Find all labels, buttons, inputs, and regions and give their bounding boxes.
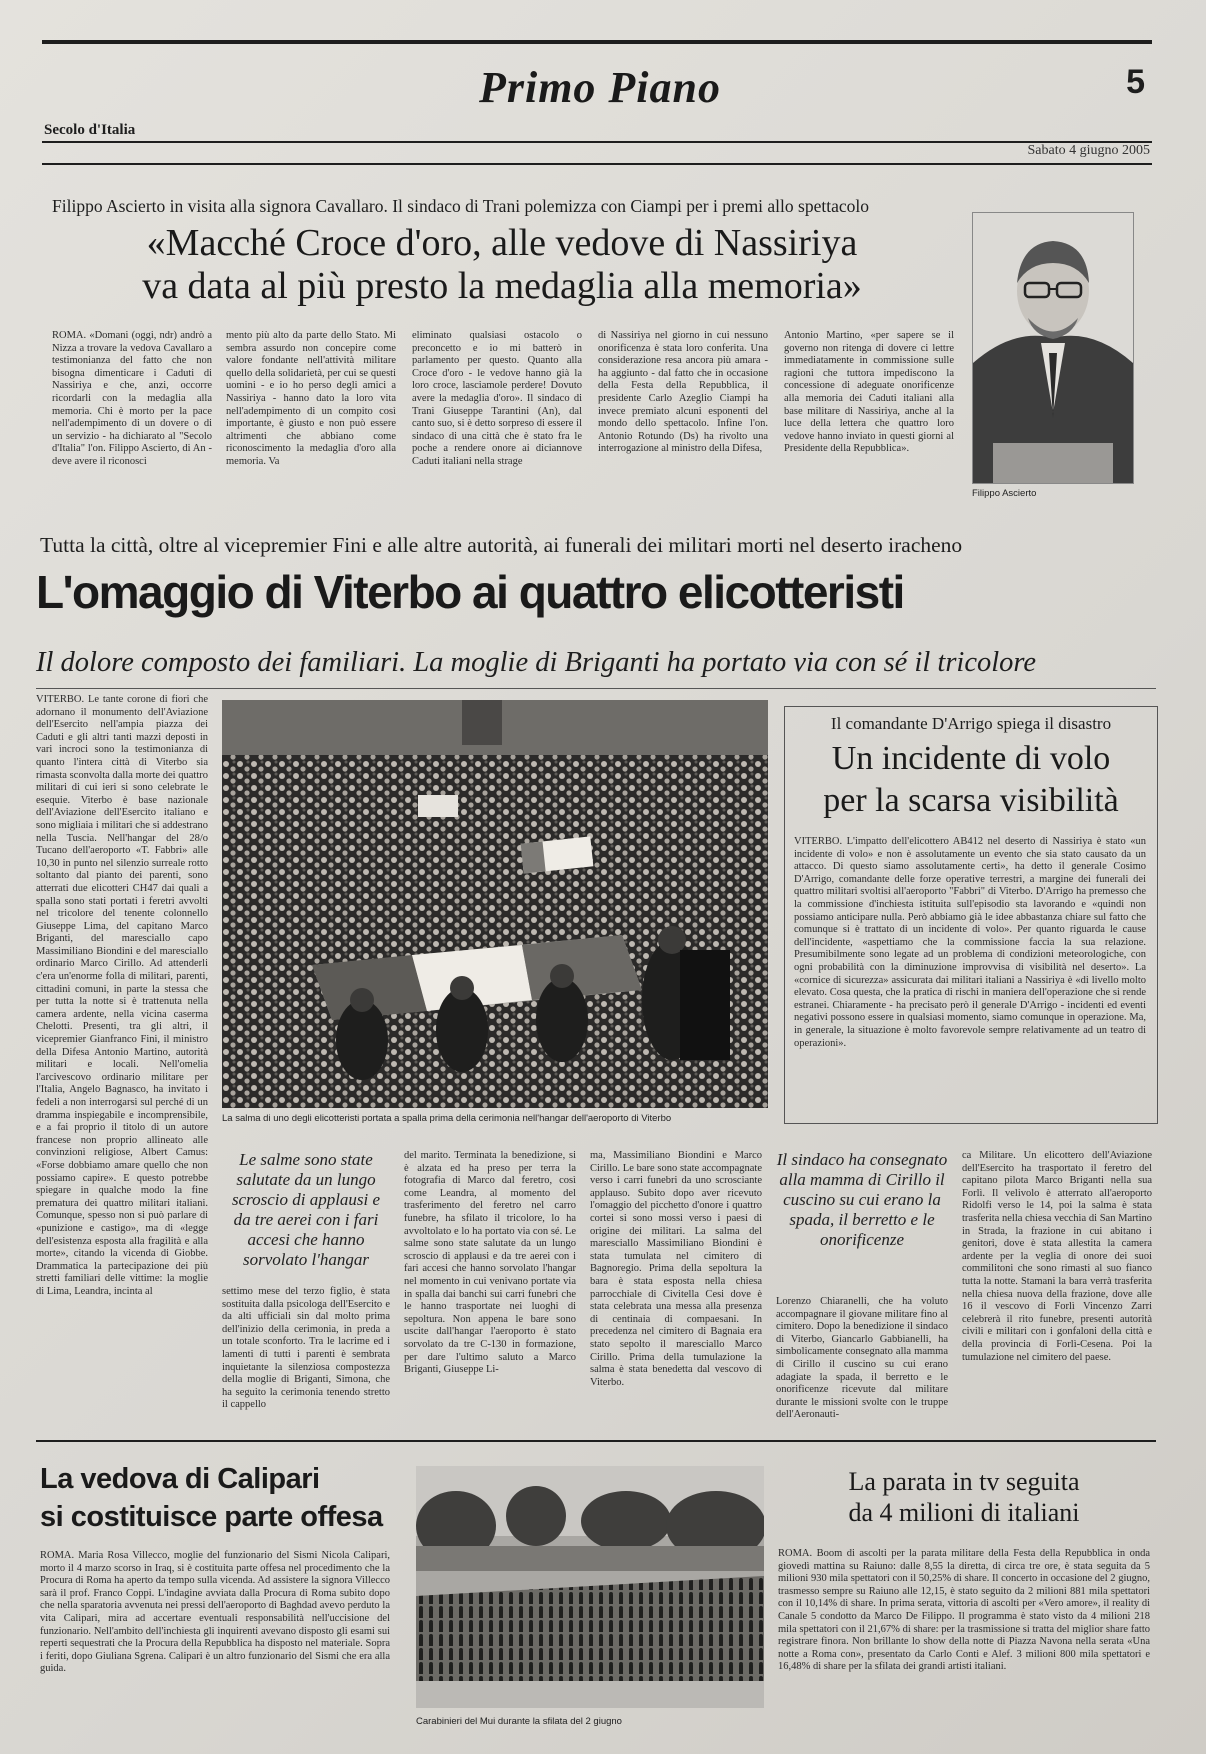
article2-lower-column-3: ma, Massimiliano Biondini e Marco Cirillo. Le bare sono state accompagnate verso i carri funebri da uno scrosciante applauso. Subito dopo aver ricevuto l'omaggio del picchetto d'onore i quattro cortei si sono mossi verso i paesi di origine dei militari. La salma del maresciallo Massimiliano Biondini è stata tumulata nel cimitero di Bagnoregio. Prima della sepoltura la bara è stata esposta nella chiesa parrocchiale di Civitella Cesi dove è stata celebrata una messa alla presenza di centinaia di compaesani. In precedenza nel cimitero di Bagnaia era stato sepolto il maresciallo Marco Cirillo. Prima della tumulazione la salma è stata benedetta dal vescovo di Viterbo. — [590, 1150, 762, 1388]
ascierto-portrait-caption: Filippo Ascierto — [972, 488, 1037, 499]
article3-headline-line1: La vedova di Calipari — [40, 1463, 320, 1495]
parade-scene — [416, 1466, 764, 1708]
page-number: 5 — [1126, 63, 1145, 101]
article1-column-3: eliminato qualsiasi ostacolo o preconcetto e io mi batterò in parlamento per questo. Quanto alla Croce d'oro - le vedove hanno già la loro croce, lasciamole perdere! Dovuto avere la medaglia d'oro». Il sindaco di Trani Giuseppe Tarantini (An), dal canto suo, si è detto sorpreso di essere il sindaco di una città che è stato fra le poche a rendere onore ai diciannove Caduti italiani nella strage — [412, 330, 582, 467]
article1-kicker: Filippo Ascierto in visita alla signora Cavallaro. Il sindaco di Trani polemizza con Ciampi per i premi allo spettacolo — [52, 196, 869, 216]
article1-column-1: ROMA. «Domani (oggi, ndr) andrò a Nizza a trovare la vedova Cavallaro a testimonianza del fatto che non bisogna dimenticare i Caduti di Nassiriya e che, anzi, occorre ricordarli con la medaglia alla memoria. Chi è morto per la pace nell'adempimento di un dovere o di un servizio - ha dichiarato al "Secolo d'Italia" l'on. Filippo Ascierto, di An - deve avere il riconosci — [52, 330, 212, 467]
funeral-photo-caption: La salma di uno degli elicotteristi portata a spalla prima della cerimonia nell'hangar dell'aeroporto di Viterbo — [222, 1113, 672, 1124]
boxout-headline — [790, 738, 1152, 822]
article1-column-5: Antonio Martino, «per sapere se il governo non ritenga di dovere ci lettre immediatamente in commissione sulle ragioni che tuttora impediscono la concessione di adeguate onorificenze alla memoria dei Caduti italiani alla base militare di Nassiriya, anche al la luce della lettera che quattro loro vedove hanno inviato in questi giorni al Presidente della Repubblica». — [784, 330, 954, 455]
article2-lower-column-5: ca Militare. Un elicottero dell'Aviazione dell'Esercito ha trasportato il feretro del capitano pilota Marco Briganti nella sua Forlì. Il velivolo è atterrato all'aeroporto Ridolfi verso le 14, poi la salma è stata trasferita nella chiesa vecchia di San Martino in Strada, la frazione in cui abitano i genitori, dove è stata allestita la camera ardente per la veglia di onore dei suoi commilitoni che sono rimasti al suo fianco tutta la notte. Stamani la bara verrà trasferita nella chiesa nuova della frazione, dove alle 16 il vescovo di Forlì Vincenzo Zarri celebrerà il rito funebre, presenti autorità civili e militari con i gonfaloni della città e della provincia di Forlì-Cesena. Poi la tumulazione nel cimitero del paese. — [962, 1150, 1152, 1363]
article2-kicker: Tutta la città, oltre al vicepremier Fini e alle altre autorità, ai funerali dei militari morti nel deserto iracheno — [40, 533, 963, 557]
article1-column-4: di Nassiriya nel giorno in cui nessuno onorificenza è stata loro conferita. Una considerazione resa ancora più amara - ha aggiunto - dal fatto che in occasione della Festa della Repubblica, il presidente Carlo Azeglio Ciampi ha invece premiato alcuni esponenti del mondo dello spettacolo. Infine l'on. Antonio Rotundo (Ds) ha rivolto una interrogazione al ministro della Difesa, — [598, 330, 768, 455]
section-title: Primo Piano — [478, 63, 722, 112]
article3-headline-line2: si costituisce parte offesa — [40, 1501, 383, 1533]
top-rule — [42, 40, 1152, 44]
pull-quote-right: Il sindaco ha consegnato alla mamma di Cirillo il cuscino su cui erano la spada, il berretto e le onorificenze — [776, 1150, 948, 1249]
ascierto-portrait — [972, 212, 1134, 484]
boxout-body: VITERBO. L'impatto dell'elicottero AB412 nel deserto di Nassiriya è stato «un incidente di volo» e non è assolutamente un evento che sia stato causato da un attacco. Di questo siamo assolutamente certi», ha detto il generale Cosimo D'Arrigo, comandante delle forze operative terrestri, a margine dei funerali dei quattro militari svoltisi all'aeroporto "Fabbri" di Viterbo. D'Arrigo ha premesso che la commissione d'inchiesta istituita sull'episodio sta lavorando e «quindi non possiamo anticipare nulla. Però abbiamo già le idee abbastanza chiare sul fatto che comunque si è trattato di un incidente di volo». Per quanto riguarda le cause dell'incidente, «aspettiamo che la commissione faccia la sua relazione. Presumibilmente sono legate ad un problema di condizioni meteorologiche, con ogni probabilità con la diminuzione improvvisa di visibilità nel deserto». La «cornice di sicurezza» assicurata dai militari italiani a Nassiriya è «di livello molto elevato. Cosa questa, che la pratica di rischi in maniera dell'operazione che si rende estranei. Chiaramente - ha precisato però il generale D'Arrigo - incidenti ed eventi negativi possono essere in qualsiasi momento, siamo comunque in operazione. Ma, in generale, la situazione è molto favorevole sempre relativamente ad un teatro di operazioni». — [794, 836, 1146, 1049]
portrait-figure — [973, 213, 1133, 483]
boxout-kicker: Il comandante D'Arrigo spiega il disastro — [830, 714, 1112, 733]
pull-quote-left: Le salme sono state salutate da un lungo scroscio di applausi e da tre aerei con i fari accesi che hanno sorvolato l'hangar — [231, 1150, 381, 1269]
header-rule-2 — [42, 163, 1152, 165]
article2-lower-column-4: Lorenzo Chiaranelli, che ha voluto accompagnare il giovane militare fino al cimitero. Dopo la benedizione il sindaco di Viterbo, Giancarlo Gabbianelli, ha simbolicamente consegnato alla mamma di Cirillo il cuscino su cui erano adagiate la spada, il berretto e le onorificenze ricevute dal militare durante le missioni svolte con le truppe dell'Aeronauti- — [776, 1296, 948, 1421]
article4-headline — [776, 1466, 1152, 1528]
article2-rule — [36, 688, 1156, 689]
article2-lower-column-2: del marito. Terminata la benedizione, si è alzata ed ha preso per terra la fotografia di Marco dal feretro, così come Leandra, al momento del trasferimento del feretro nel carro funebre, ha sfilato il tricolore, lo ha avvoltolato e lo ha portato via con sé. Le salme sono state salutate da un lungo scroscio di applausi e da tre aerei con i fari accesi che hanno sorvolato l'hangar nel momento in cui venivano portate via in spalla dai banchi sui carri funebri che le hanno trasportate nei luoghi di sepoltura. Non appena le bare sono uscite dall'hangar l'aeroporto è stato sorvolato da tre C-130 in formazione, per dare l'ultimo saluto a Marco Briganti, Giuseppe Li- — [404, 1150, 576, 1376]
article1-headline-line2: va data al più presto la medaglia alla memoria» — [142, 265, 862, 307]
article2-headline: L'omaggio di Viterbo ai quattro elicotteristi — [36, 566, 904, 618]
article4-headline-line1: La parata in tv seguita — [848, 1467, 1080, 1496]
funeral-scene — [222, 700, 768, 1108]
publication-date: Sabato 4 giugno 2005 — [1027, 143, 1150, 158]
article4-headline-line2: da 4 milioni di italiani — [848, 1498, 1080, 1527]
article3-body: ROMA. Maria Rosa Villecco, moglie del funzionario del Sismi Nicola Calipari, morto il 4 marzo scorso in Iraq, si è costituita parte offesa nel procedimento che la Procura di Roma ha aperto da tempo sulla vicenda. Ad assistere la signora Villecco sarà il prof. Franco Coppi. L'indagine avviata dalla Procura di Roma subito dopo che nella sparatoria avvenuta nei pressi dell'aeroporto di Baghdad avevo perduto la vita Calipari, mira ad accertare eventuali responsabilità nell'uccisione del funzionario. Nell'ambito dell'inchiesta gli inquirenti avevano disposto gli esami sui reperti sequestrati che la Procura della Repubblica ha disposto nel materiale. Sopra i feriti, dopo Giuliana Sgrena. Calipari è un altro funzionario del Sismi che era alla guida. — [40, 1550, 390, 1675]
funeral-photo — [222, 700, 768, 1108]
parade-photo-caption: Carabinieri del Mui durante la sfilata del 2 giugno — [416, 1716, 622, 1727]
article2-subheadline: Il dolore composto dei familiari. La moglie di Briganti ha portato via con sé il tricolore — [36, 647, 1037, 678]
article1-headline-line1: «Macché Croce d'oro, alle vedove di Nassiriya — [146, 222, 858, 264]
bottom-section-rule — [36, 1440, 1156, 1442]
parade-photo — [416, 1466, 764, 1708]
article2-left-column: VITERBO. Le tante corone di fiori che adornano il monumento dell'Aviazione dell'Esercito nell'ampia piazza dei Caduti e gli altri tanti mazzi deposti in vari incroci sono la testimonianza di quanto l'intera città di Viterbo sia rimasta sconvolta dalla morte dei quattro militari di cui ieri si sono celebrate le esequie. Viterbo è base nazionale dell'Aviazione dell'Esercito italiano e sono migliaia i militari che si addestrano nella Tuscia. Nell'hangar del 28/o Tucano dell'aeroporto «T. Fabbri» alle 10,30 in punto nel silenzio surreale rotto soltanto dal pianto dei parenti, sono atterrati due elicotteri CH47 dai quali a spalla sono stati portati i feretri avvolti nel tricolore del tenente colonnello Giuseppe Lima, del capitano Marco Briganti, del maresciallo capo Massimiliano Biondini e del maresciallo ordinario Marco Cirillo. Ad attenderli c'era un'enorme folla di militari, parenti, cittadini comuni, in parte la stessa che per tutta la notte si è trattenuta nella camera ardente, nella vicina caserma Chelotti. Presenti, tra gli altri, il vicepremier Gianfranco Fini, il ministro della Difesa Antonio Martino, autorità militari e locali. Nell'omelia l'arcivescovo ordinario militare per l'Italia, Angelo Bagnasco, ha invitato i fedeli a non interrogarsi sul perché di un dramma inspiegabile e incomprensibile, e a fai proprio il titolo di un autore francese non proprio allineato alle convinzioni religiose, Albert Camus: «Forse dobbiamo amare quello che non possiamo capire». E questo potrebbe spiegare in qualche modo la fine prematura dei quattro militari italiani. Comunque, spesso non si può parlare di «punizione e castigo», ma di «legge dell'esistenza esposta alla fragilità e alla morte», citando la vicenda di Giobbe. Drammatica la partecipazione dei più stretti familiari delle vittime: la moglie di Lima, Leandra, incinta al — [36, 694, 208, 1297]
article1-headline — [52, 222, 952, 308]
article1-column-2: mento più alto da parte dello Stato. Mi sembra assurdo non concepire come valore fondante nell'attività militare quello della solidarietà, per cui se questi uomini - e io ho perso degli amici a Nassiriya - hanno dato la loro vita nell'adempimento di un compito così importante, è giusto e non può essere altrimenti che abbiano come riconoscimento la medaglia d'oro alla memoria. Va — [226, 330, 396, 467]
article3-headline — [40, 1460, 390, 1536]
article2-lower-column-1: settimo mese del terzo figlio, è stata sostituita dalla psicologa dell'Esercito e da alti ufficiali sin dal molto prima dell'inizio della cerimonia, in preda a un totale sconforto. Tra le lacrime ed i lamenti di tutti i parenti è sembrata inquietante la silenziosa compostezza della moglie di Briganti, Simona, che ha seguito la cerimonia tenendo stretto il cappello — [222, 1286, 390, 1411]
boxout-headline-line2: per la scarsa visibilità — [823, 782, 1119, 819]
article4-body: ROMA. Boom di ascolti per la parata militare della Festa della Repubblica in onda giovedì mattina su Raiuno: dalle 8,55 la diretta, di circa tre ore, è stata seguita da 5 milioni 930 mila spettatori con il 50,25% di share. Il concerto in occasione del 2 giugno, trasmesso sempre su Raiuno alle 12,15, è stato seguito da 2 milioni 881 mila spettatori con il 10,14% di share. In prima serata, vittoria di ascolti per «Vero amore», il reality di Canale 5 condotto da Marco De Filippo. Il programma è stato visto da 4 milioni 218 mila spettatori con il 21,67% di share: per la trasmissione si tratta del miglior share fatto registrare finora. Non brillante lo show della notte di Piazza Navona nella serata «Una notte a Roma con», presentato da Carlo Conti e Alef. 3 milioni 800 mila spettatori e 16,48% di share per la sfilata dei grandi artisti italiani. — [778, 1548, 1150, 1673]
newspaper-name: Secolo d'Italia — [44, 122, 136, 138]
boxout-headline-line1: Un incidente di volo — [831, 740, 1111, 777]
